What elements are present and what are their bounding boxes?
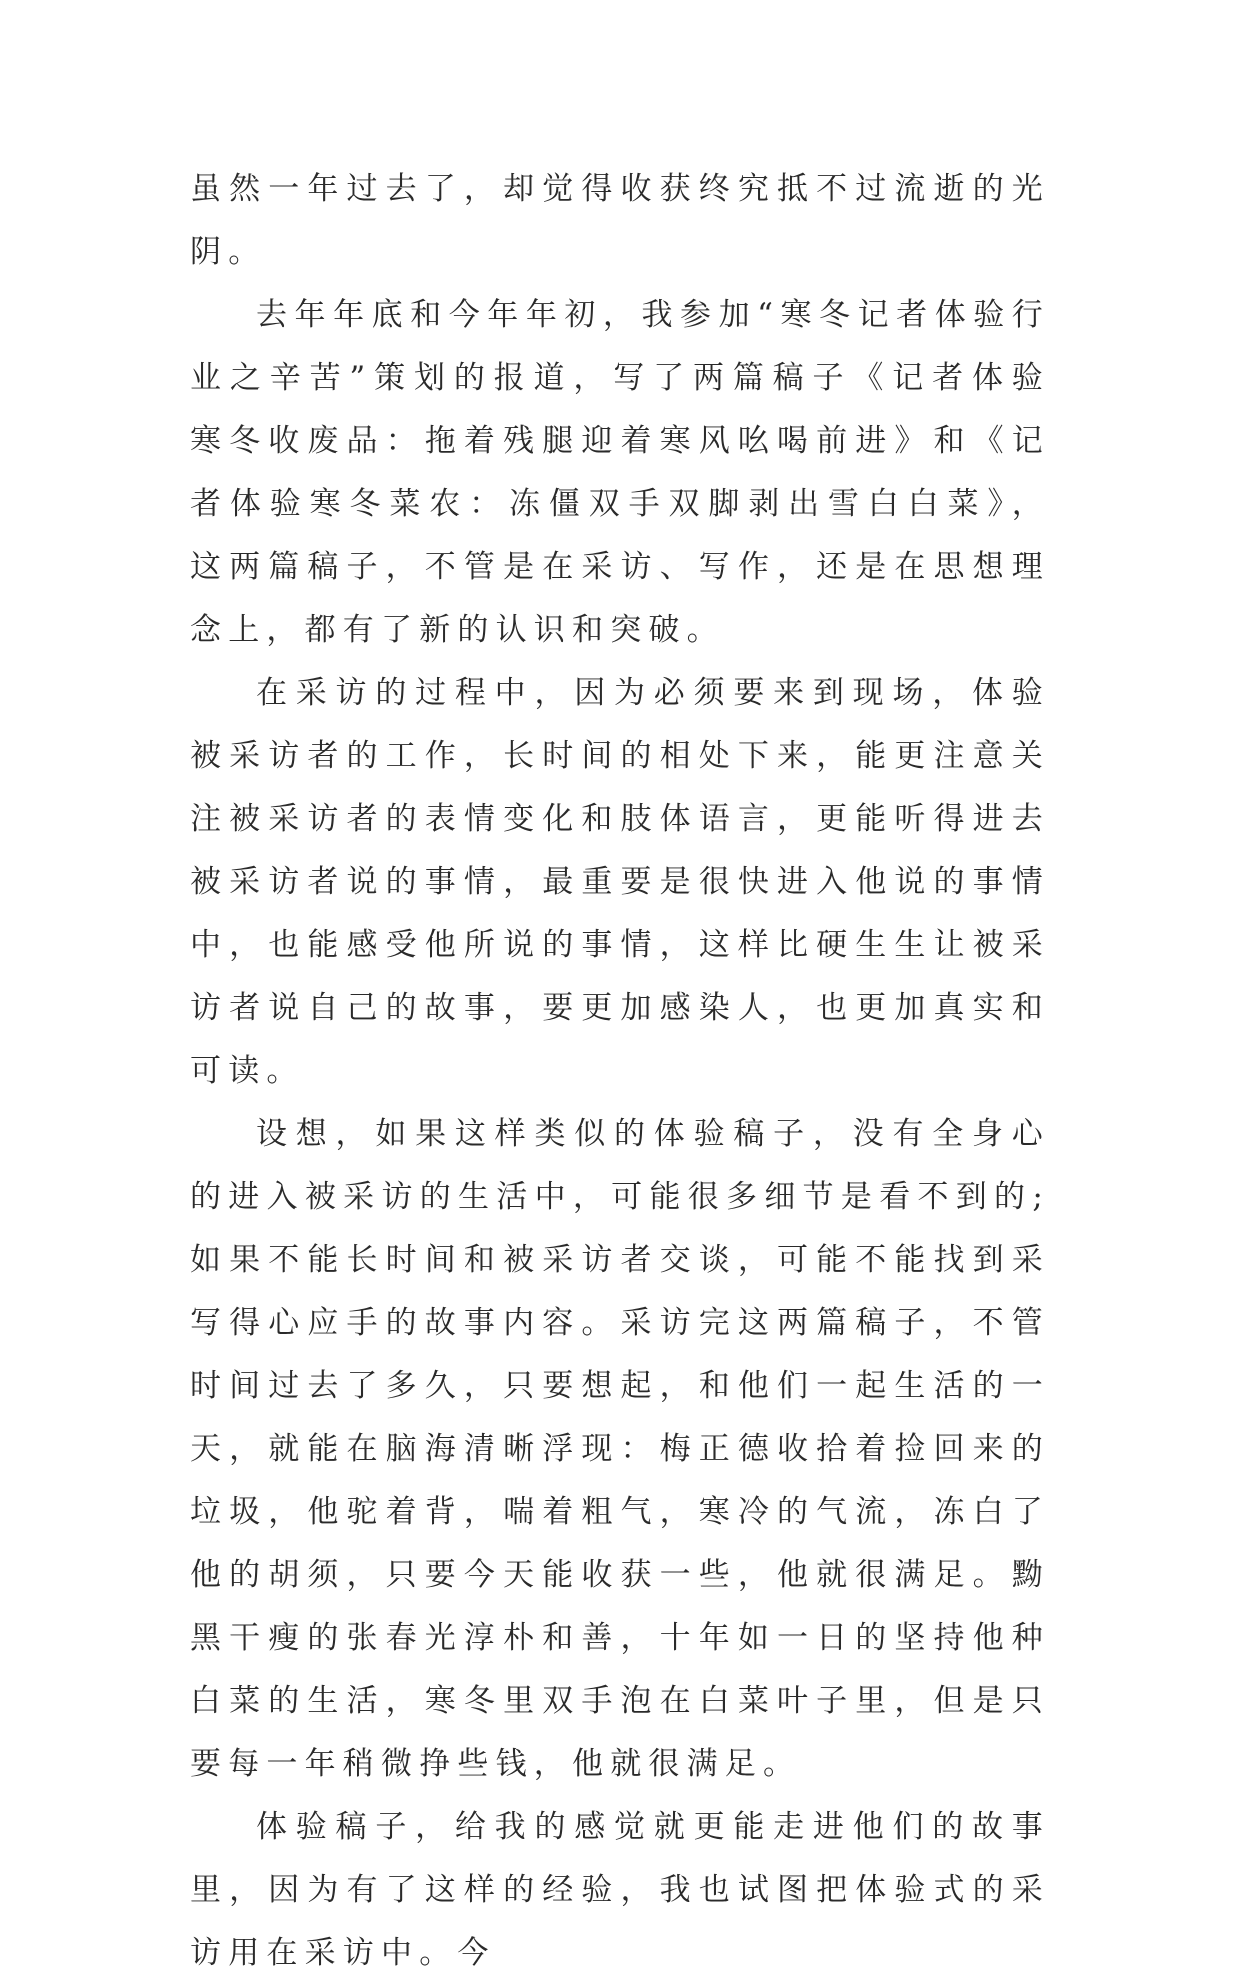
paragraph-experience: 体验稿子，给我的感觉就更能走进他们的故事里，因为有了这样的经验，我也试图把体验式的采访用在采访中。今 xyxy=(190,1809,1050,1971)
paragraph-continuation: 虽然一年过去了，却觉得收获终究抵不过流逝的光阴。 xyxy=(190,171,1050,270)
paragraph-winter-reporting: 去年年底和今年年初，我参加“寒冬记者体验行业之辛苦”策划的报道，写了两篇稿子《记者体验寒冬收废品：拖着残腿迎着寒风吆喝前进》和《记者体验寒冬菜农：冻僵双手双脚剥出雪白白菜》，这两篇稿子，不管是在采访、写作，还是在思想理念上，都有了新的认识和突破。 xyxy=(190,297,1050,648)
body-text xyxy=(190,158,1050,1985)
paragraph-immersion: 设想，如果这样类似的体验稿子，没有全身心的进入被采访的生活中，可能很多细节是看不到的;如果不能长时间和被采访者交谈，可能不能找到采写得心应手的故事内容。采访完这两篇稿子，不管时间过去了多久，只要想起，和他们一起生活的一天，就能在脑海清晰浮现：梅正德收拾着捡回来的垃圾，他驼着背，喘着粗气，寒冷的气流，冻白了他的胡须，只要今天能收获一些，他就很满足。黝黑干瘦的张春光淳朴和善，十年如一日的坚持他种白菜的生活，寒冬里双手泡在白菜叶子里，但是只要每一年稍微挣些钱，他就很满足。 xyxy=(190,1116,1050,1782)
paragraph-interview-process: 在采访的过程中，因为必须要来到现场，体验被采访者的工作，长时间的相处下来，能更注意关注被采访者的表情变化和肢体语言，更能听得进去被采访者说的事情，最重要是很快进入他说的事情中，也能感受他所说的事情，这样比硬生生让被采访者说自己的故事，要更加感染人，也更加真实和可读。 xyxy=(190,675,1050,1089)
